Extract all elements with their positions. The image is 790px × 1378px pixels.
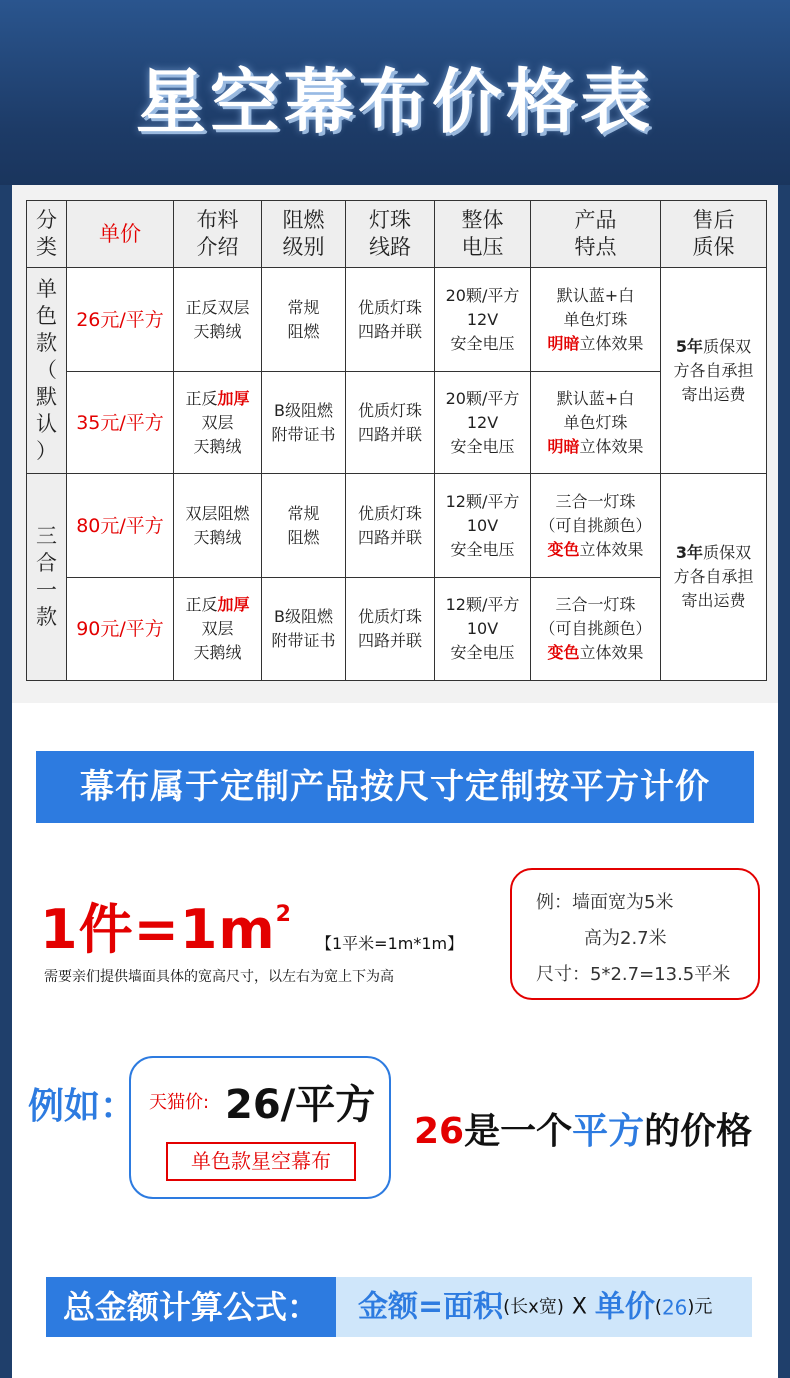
price-cell: 80元/平方 xyxy=(67,474,174,578)
header-price: 单价 xyxy=(67,201,174,268)
table-row xyxy=(27,372,767,474)
table-row xyxy=(27,268,767,372)
example-price-box xyxy=(129,1056,391,1199)
warranty-cell: 5年质保双 方各自承担 寄出运费 xyxy=(661,268,767,474)
warranty-cell: 3年质保双 方各自承担 寄出运费 xyxy=(661,474,767,681)
title-banner xyxy=(0,0,790,185)
example-price: 26/平方 xyxy=(225,1082,376,1128)
unit-equation: 1件$=1m^2$ xyxy=(40,898,292,961)
price-table xyxy=(26,200,767,681)
features-cell: 默认蓝+白 单色灯珠 明暗立体效果 xyxy=(531,268,661,372)
header-led: 灯珠 线路 xyxy=(346,201,435,268)
header-category: 分 类 xyxy=(27,201,67,268)
led-cell: 优质灯珠 四路并联 xyxy=(346,372,435,474)
table-row xyxy=(27,474,767,578)
header-voltage: 整体 电压 xyxy=(435,201,531,268)
header-fabric: 布料 介绍 xyxy=(174,201,262,268)
voltage-cell: 20颗/平方 12V 安全电压 xyxy=(435,372,531,474)
tmall-price-label: 天猫价: xyxy=(149,1092,210,1113)
fabric-cell: 正反加厚 双层 天鹅绒 xyxy=(174,578,262,681)
fabric-cell: 正反双层 天鹅绒 xyxy=(174,268,262,372)
flame-cell: B级阻燃 附带证书 xyxy=(262,578,346,681)
example-line: 例：墙面宽为5米 xyxy=(536,892,674,913)
product-tag: 单色款星空幕布 xyxy=(166,1142,356,1181)
table-header-row xyxy=(27,201,767,268)
price-cell: 90元/平方 xyxy=(67,578,174,681)
unit-note: 【1平米=1m*1m】 xyxy=(316,934,464,953)
example-line: 尺寸：5*2.7=13.5平米 xyxy=(536,964,731,985)
features-cell: 三合一灯珠 （可自挑颜色） 变色立体效果 xyxy=(531,474,661,578)
category-single-color: 单 色 款 （ 默 认 ） xyxy=(27,268,67,474)
fabric-cell: 正反加厚 双层 天鹅绒 xyxy=(174,372,262,474)
features-cell: 默认蓝+白 单色灯珠 明暗立体效果 xyxy=(531,372,661,474)
header-warranty: 售后 质保 xyxy=(661,201,767,268)
size-requirement-note: 需要亲们提供墙面具体的宽高尺寸，以左右为宽上下为高 xyxy=(44,969,394,985)
custom-pricing-banner: 幕布属于定制产品按尺寸定制按平方计价 xyxy=(36,751,754,823)
fabric-cell: 双层阻燃 天鹅绒 xyxy=(174,474,262,578)
flame-cell: 常规 阻燃 xyxy=(262,268,346,372)
flame-cell: B级阻燃 附带证书 xyxy=(262,372,346,474)
price-cell: 26元/平方 xyxy=(67,268,174,372)
header-flame: 阻燃 级别 xyxy=(262,201,346,268)
header-features: 产品 特点 xyxy=(531,201,661,268)
price-cell: 35元/平方 xyxy=(67,372,174,474)
category-three-in-one: 三 合 一 款 xyxy=(27,474,67,681)
page-title: 星空幕布价格表 xyxy=(136,61,654,143)
formula-expression: 金额=面积(长x宽) X 单价(26)元 xyxy=(336,1277,752,1337)
led-cell: 优质灯珠 四路并联 xyxy=(346,578,435,681)
voltage-cell: 20颗/平方 12V 安全电压 xyxy=(435,268,531,372)
features-cell: 三合一灯珠 （可自挑颜色） 变色立体效果 xyxy=(531,578,661,681)
size-example-box xyxy=(510,868,760,1000)
led-cell: 优质灯珠 四路并联 xyxy=(346,474,435,578)
example-line: 高为2.7米 xyxy=(584,928,667,949)
table-row xyxy=(27,578,767,681)
formula-label: 总金额计算公式： xyxy=(46,1277,336,1337)
example-label: 例如： xyxy=(28,1086,137,1127)
flame-cell: 常规 阻燃 xyxy=(262,474,346,578)
voltage-cell: 12颗/平方 10V 安全电压 xyxy=(435,578,531,681)
led-cell: 优质灯珠 四路并联 xyxy=(346,268,435,372)
voltage-cell: 12颗/平方 10V 安全电压 xyxy=(435,474,531,578)
example-description: 26是一个平方的价格 xyxy=(414,1111,753,1152)
